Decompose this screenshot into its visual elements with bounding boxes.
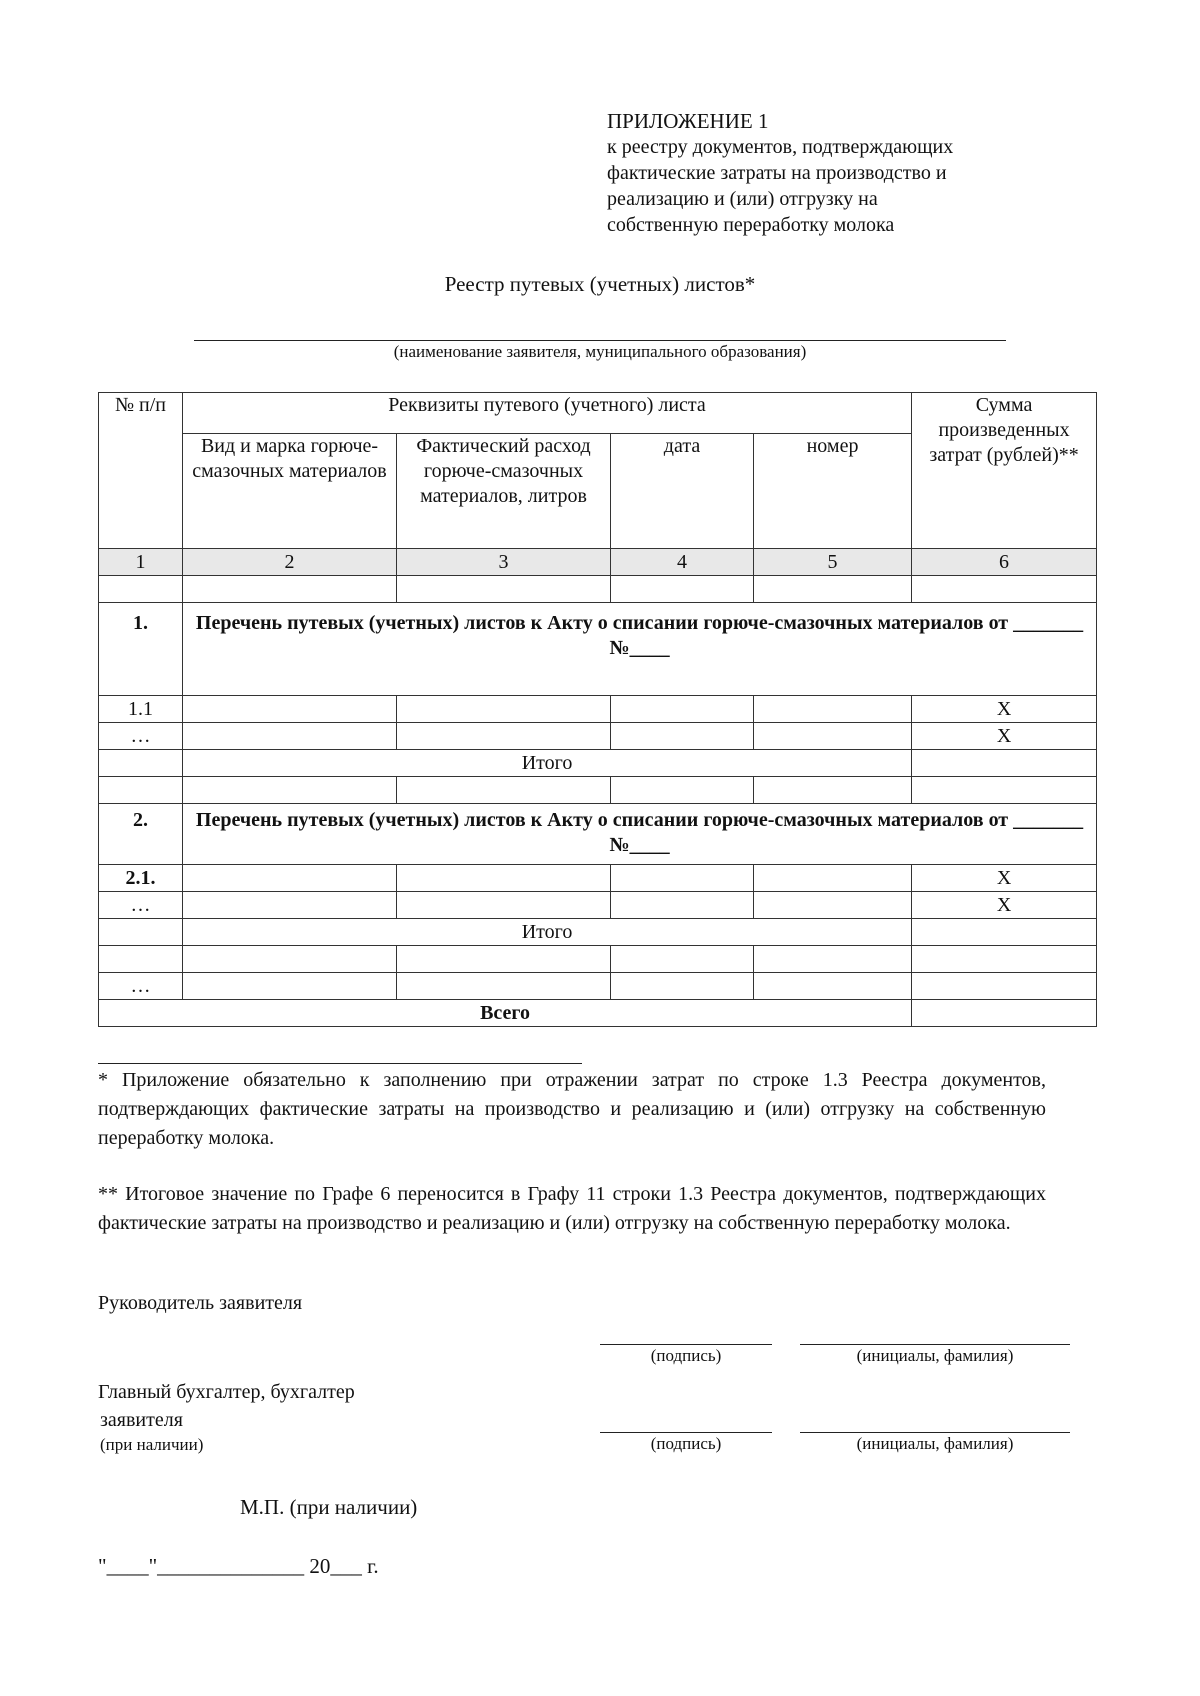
table-cell[interactable] (611, 696, 754, 723)
section-2-number: 2. (99, 804, 183, 865)
stamp-label: М.П. (при наличии) (240, 1495, 418, 1519)
header-col-sum: Сумма произведенных затрат (рублей)** (912, 393, 1097, 549)
table-cell[interactable] (611, 576, 754, 603)
table-cell[interactable] (99, 946, 183, 973)
table-cell[interactable] (397, 696, 611, 723)
table-cell[interactable] (754, 576, 912, 603)
table-cell[interactable] (611, 973, 754, 1000)
table-cell[interactable] (397, 865, 611, 892)
row-number: … (99, 892, 183, 919)
table-cell[interactable] (183, 973, 397, 1000)
name-caption: (инициалы, фамилия) (856, 1346, 1014, 1365)
table-header-row (99, 393, 1097, 434)
appendix-line: к реестру документов, подтверждающих (607, 136, 954, 158)
footnote-divider (98, 1063, 582, 1064)
section-1-title: Перечень путевых (учетных) листов к Акту о списании горюче-смазочных материалов от _______ №____ (183, 603, 1097, 696)
date-line[interactable]: "____"______________ 20___ г. (98, 1554, 379, 1578)
row-number: … (99, 723, 183, 750)
head-signature-line[interactable] (600, 1344, 772, 1345)
table-cell[interactable] (397, 892, 611, 919)
table-cell[interactable] (611, 865, 754, 892)
vsego-label: Всего (99, 1000, 912, 1027)
table-cell[interactable] (183, 576, 397, 603)
table-cell[interactable] (183, 892, 397, 919)
table-row (99, 946, 1097, 973)
vsego-row (99, 1000, 1097, 1027)
table-cell[interactable] (912, 750, 1097, 777)
registry-table (98, 392, 1097, 1027)
table-cell[interactable] (912, 946, 1097, 973)
table-cell[interactable] (397, 723, 611, 750)
footnote-2: ** Итоговое значение по Графе 6 переносится в Графу 11 строки 1.3 Реестра документов, подтверждающих фактические затраты на производство и реализацию и (или) отгрузку на собственную переработку молока. (98, 1183, 1046, 1234)
itogo-label: Итого (183, 919, 912, 946)
accountant-label: Главный бухгалтер, бухгалтер (98, 1381, 355, 1403)
accountant-note: (при наличии) (100, 1435, 204, 1454)
table-cell[interactable] (754, 892, 912, 919)
table-cell[interactable] (183, 777, 397, 804)
table-cell[interactable] (912, 777, 1097, 804)
appendix-line: собственную переработку молока (607, 214, 895, 236)
section-1-number: 1. (99, 603, 183, 696)
column-number: 4 (611, 549, 754, 576)
table-row (99, 892, 1097, 919)
table-row (99, 576, 1097, 603)
table-cell[interactable] (99, 777, 183, 804)
header-col-number: номер (754, 434, 912, 549)
registry-title: Реестр путевых (учетных) листов* (444, 272, 756, 296)
head-name-line[interactable] (800, 1344, 1070, 1345)
table-row (99, 777, 1097, 804)
table-cell[interactable] (397, 973, 611, 1000)
table-cell[interactable] (183, 946, 397, 973)
table-row (99, 973, 1097, 1000)
accountant-signature-line[interactable] (600, 1432, 772, 1433)
x-mark: X (912, 892, 1097, 919)
accountant-label-2: заявителя (100, 1409, 183, 1431)
row-number: 1.1 (99, 696, 183, 723)
row-number: … (99, 973, 183, 1000)
row-number: 2.1. (99, 865, 183, 892)
applicant-name-line[interactable] (194, 340, 1006, 341)
signature-caption: (подпись) (650, 1434, 722, 1453)
header-col-date: дата (611, 434, 754, 549)
itogo-row (99, 750, 1097, 777)
header-col-no: № п/п (99, 393, 183, 549)
table-cell[interactable] (754, 723, 912, 750)
column-number: 3 (397, 549, 611, 576)
table-row (99, 865, 1097, 892)
x-mark: X (912, 723, 1097, 750)
appendix-title: ПРИЛОЖЕНИЕ 1 (607, 109, 769, 133)
column-number-row (99, 549, 1097, 576)
table-cell[interactable] (754, 777, 912, 804)
appendix-line: реализацию и (или) отгрузку на (607, 188, 878, 210)
x-mark: X (912, 865, 1097, 892)
table-cell[interactable] (611, 946, 754, 973)
table-cell[interactable] (754, 865, 912, 892)
table-row (99, 696, 1097, 723)
table-cell[interactable] (912, 919, 1097, 946)
table-cell[interactable] (183, 865, 397, 892)
table-cell[interactable] (611, 777, 754, 804)
table-cell[interactable] (754, 946, 912, 973)
x-mark: X (912, 696, 1097, 723)
name-caption: (инициалы, фамилия) (856, 1434, 1014, 1453)
appendix-header (607, 108, 1067, 238)
table-cell[interactable] (912, 1000, 1097, 1027)
itogo-row (99, 919, 1097, 946)
itogo-label: Итого (183, 750, 912, 777)
table-cell[interactable] (397, 777, 611, 804)
table-cell[interactable] (183, 723, 397, 750)
table-cell[interactable] (183, 696, 397, 723)
table-cell[interactable] (397, 946, 611, 973)
appendix-line: фактические затраты на производство и (607, 162, 947, 184)
section-2-row (99, 804, 1097, 865)
table-cell (99, 750, 183, 777)
table-row (99, 723, 1097, 750)
section-2-title: Перечень путевых (учетных) листов к Акту о списании горюче-смазочных материалов от _______ №____ (183, 804, 1097, 865)
header-group: Реквизиты путевого (учетного) листа (183, 393, 912, 434)
column-number: 2 (183, 549, 397, 576)
table-cell[interactable] (754, 696, 912, 723)
table-cell[interactable] (611, 892, 754, 919)
table-cell[interactable] (397, 576, 611, 603)
table-cell (99, 919, 183, 946)
table-cell[interactable] (99, 576, 183, 603)
table-cell[interactable] (912, 973, 1097, 1000)
head-label: Руководитель заявителя (98, 1292, 303, 1314)
footnote-1: * Приложение обязательно к заполнению при отражении затрат по строке 1.3 Реестра документов, подтверждающих фактические затраты на производство и реализацию и (или) отгрузку на собственную переработку молока. (98, 1069, 1046, 1149)
section-1-row (99, 603, 1097, 696)
accountant-name-line[interactable] (800, 1432, 1070, 1433)
applicant-caption: (наименование заявителя, муниципального образования) (393, 342, 807, 361)
signature-caption: (подпись) (650, 1346, 722, 1365)
header-col-fuel-type: Вид и марка горюче-смазочных материалов (183, 434, 397, 549)
header-col-fuel-use: Фактический расход горюче-смазочных материалов, литров (397, 434, 611, 549)
column-number: 1 (99, 549, 183, 576)
table-cell[interactable] (912, 576, 1097, 603)
table-cell[interactable] (611, 723, 754, 750)
table-cell[interactable] (754, 973, 912, 1000)
column-number: 6 (912, 549, 1097, 576)
column-number: 5 (754, 549, 912, 576)
